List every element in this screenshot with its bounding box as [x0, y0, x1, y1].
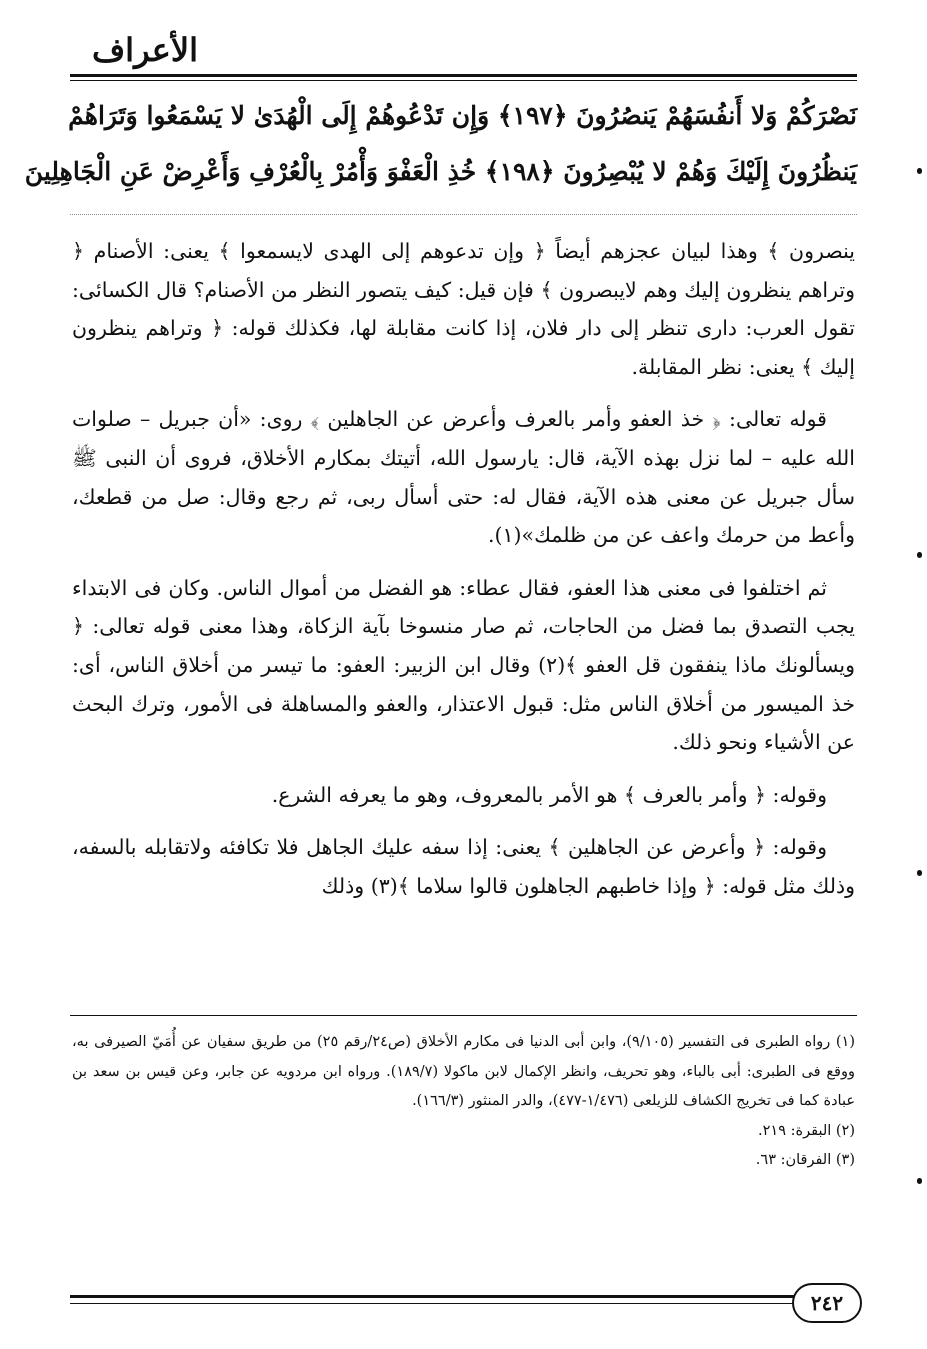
quran-line: نَصْرَكُمْ وَلا أَنفُسَهُمْ يَنصُرُونَ ﴿١٩٧﴾ وَإِن تَدْعُوهُمْ إِلَى الْهُدَىٰ لا يَسْمَعُوا وَتَرَاهُمْ	[68, 101, 857, 130]
header-rule-thin	[70, 80, 857, 81]
margin-mark	[917, 168, 922, 174]
paragraph: وقوله: ﴿ وأمر بالعرف ﴾ هو الأمر بالمعروف، وهو ما يعرفه الشرع.	[271, 782, 827, 807]
footer-rule-thick	[70, 1295, 857, 1298]
page-footer	[70, 1283, 857, 1323]
footnotes	[72, 1028, 855, 1176]
margin-mark	[917, 552, 922, 558]
paragraph: قوله تعالى: ﴿ خذ العفو وأمر بالعرف وأعرض عن الجاهلين ﴾ روى: «أن جبريل – صلوات الله عليه – لما نزل بهذه الآية، قال: يارسول الله، أتيتك بمكارم الأخلاق، فروى أن النبى ﷺ سأل جبريل عن معنى هذه الآية، فقال له: حتى أسأل ربى، ثم رجع وقال: صل من قطعك، وأعط من حرمك واعف عن من ظلمك»(١).	[72, 407, 855, 548]
margin-mark	[917, 870, 922, 876]
page-number: ٢٤٢	[792, 1283, 862, 1323]
paragraph: ينصرون ﴾ وهذا لبيان عجزهم أيضاً ﴿ وإن تدعوهم إلى الهدى لايسمعوا ﴾ يعنى: الأصنام ﴿ وتراهم ينظرون إليك وهم لايبصرون ﴾ فإن قيل: كيف يتصور النظر من الأصنام؟ قال الكسائى: تقول العرب: دارى تنظر إلى دار فلان، إذا كانت مقابلة لها، فكذلك قوله: ﴿ وتراهم ينظرون إليك ﴾ يعنى: نظر المقابلة.	[72, 239, 855, 379]
footnote: (١) رواه الطبرى فى التفسير (٩/١٠٥)، وابن أبى الدنيا فى مكارم الأخلاق (ص٢٤/رقم ٢٥) من طريق سفيان عن أُمَيّ الصيرفى به، ووقع فى الطبرى: أبى بالباء، وهو تحريف، وانظر الإكمال لابن ماكولا (١٨٩/٧). ورواه ابن مردويه عن جابر، وعن قيس بن سعد بن عبادة كما فى تخريج الكشاف للزيلعى (١/٤٧٦-٤٧٧)، والدر المنثور (١٦٦/٣).	[72, 1034, 856, 1109]
quran-verses	[24, 88, 857, 200]
paragraph: وقوله: ﴿ وأعرض عن الجاهلين ﴾ يعنى: إذا سفه عليك الجاهل فلا تكافئه ولاتقابله بالسفه، وذلك مثل قوله: ﴿ وإذا خاطبهم الجاهلون قالوا سلاما ﴾(٣) وذلك	[72, 835, 855, 898]
quran-line: يَنظُرُونَ إِلَيْكَ وَهُمْ لا يُبْصِرُونَ ﴿١٩٨﴾ خُذِ الْعَفْوَ وَأْمُرْ بِالْعُرْفِ وَأَعْرِضْ عَنِ الْجَاهِلِينَ	[24, 157, 857, 186]
footer-rule-thin	[70, 1303, 857, 1304]
header-rule-thick	[70, 74, 857, 77]
margin-mark	[917, 1178, 922, 1184]
footnote-separator	[70, 1015, 857, 1016]
running-title: الأعراف	[92, 31, 198, 69]
commentary-body	[72, 232, 855, 920]
footnote: (٣) الفرقان: ٦٣.	[755, 1152, 855, 1168]
verses-separator	[70, 214, 857, 215]
paragraph: ثم اختلفوا فى معنى هذا العفو، فقال عطاء: هو الفضل من أموال الناس. وكان فى الابتداء يجب التصدق بما فضل من الحاجات، ثم صار منسوخا بآية الزكاة، وهذا معنى قوله تعالى: ﴿ ويسألونك ماذا ينفقون قل العفو ﴾(٢) وقال ابن الزبير: العفو: ما تيسر من أخلاق الناس، أى: خذ الميسور من أخلاق الناس مثل: قبول الاعتذار، والعفو والمساهلة فى الأمور، وترك البحث عن الأشياء ونحو ذلك.	[72, 575, 855, 755]
footnote: (٢) البقرة: ٢١٩.	[758, 1122, 855, 1139]
